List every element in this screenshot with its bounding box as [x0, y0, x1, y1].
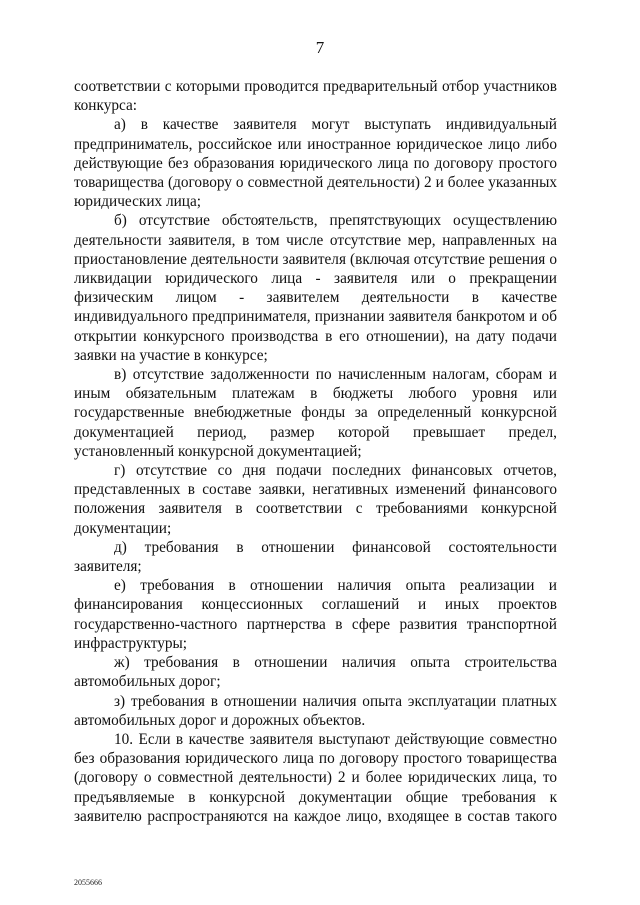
paragraph-item-e: е) требования в отношении наличия опыта реализации и финансирования концессионных соглашений и иных проектов государственно-частного партнерства в сфере развития транспортной инфраструктуры; — [74, 577, 557, 652]
paragraph-item-z: з) требования в отношении наличия опыта эксплуатации платных автомобильных дорог и дорожных объектов. — [74, 692, 557, 729]
document-body — [74, 77, 557, 826]
paragraph-10: 10. Если в качестве заявителя выступают действующие совместно без образования юридического лица по договору простого товарищества (договору о совместной деятельности) 2 и более юридических лица, то предъявляемые в конкурсной документации общие требования к заявителю распространяются на каждое лицо, входящее в состав такого — [74, 730, 557, 825]
paragraph-item-g: г) отсутствие со дня подачи последних финансовых отчетов, представленных в составе заявки, негативных изменений финансового положения заявителя в соответствии с требованиями конкурсной документации; — [74, 462, 557, 537]
paragraph-item-zh: ж) требования в отношении наличия опыта строительства автомобильных дорог; — [74, 654, 557, 691]
paragraph-item-a: а) в качестве заявителя могут выступать индивидуальный предприниматель, российское или иностранное юридическое лицо либо действующие без образования юридического лица по договору простого товарищества (договору о совместной деятельности) 2 и более указанных юридических лица; — [74, 116, 557, 211]
page-number: 7 — [315, 38, 325, 57]
paragraph-item-v: в) отсутствие задолженности по начисленным налогам, сборам и иным обязательным платежам в бюджеты любого уровня или государственные внебюджетные фонды за определенный конкурсной документацией период, размер которой превышает предел, установленный конкурсной документацией; — [74, 366, 557, 460]
paragraph-item-b: б) отсутствие обстоятельств, препятствующих осуществлению деятельности заявителя, в том числе отсутствие мер, направленных на приостановление деятельности заявителя (включая отсутствие решения о ликвидации юридического лица - заявителя или о прекращении физическим лицом - заявителем деятельности в качестве индивидуального предпринимателя, признании заявителя банкротом и об открытии конкурсного производства в его отношении), на дату подачи заявки на участие в конкурсе; — [74, 212, 557, 364]
paragraph-intro: соответствии с которыми проводится предварительный отбор участников конкурса: — [74, 78, 557, 115]
document-code: 2055666 — [74, 878, 102, 887]
paragraph-item-d: д) требования в отношении финансовой состоятельности заявителя; — [74, 538, 557, 576]
